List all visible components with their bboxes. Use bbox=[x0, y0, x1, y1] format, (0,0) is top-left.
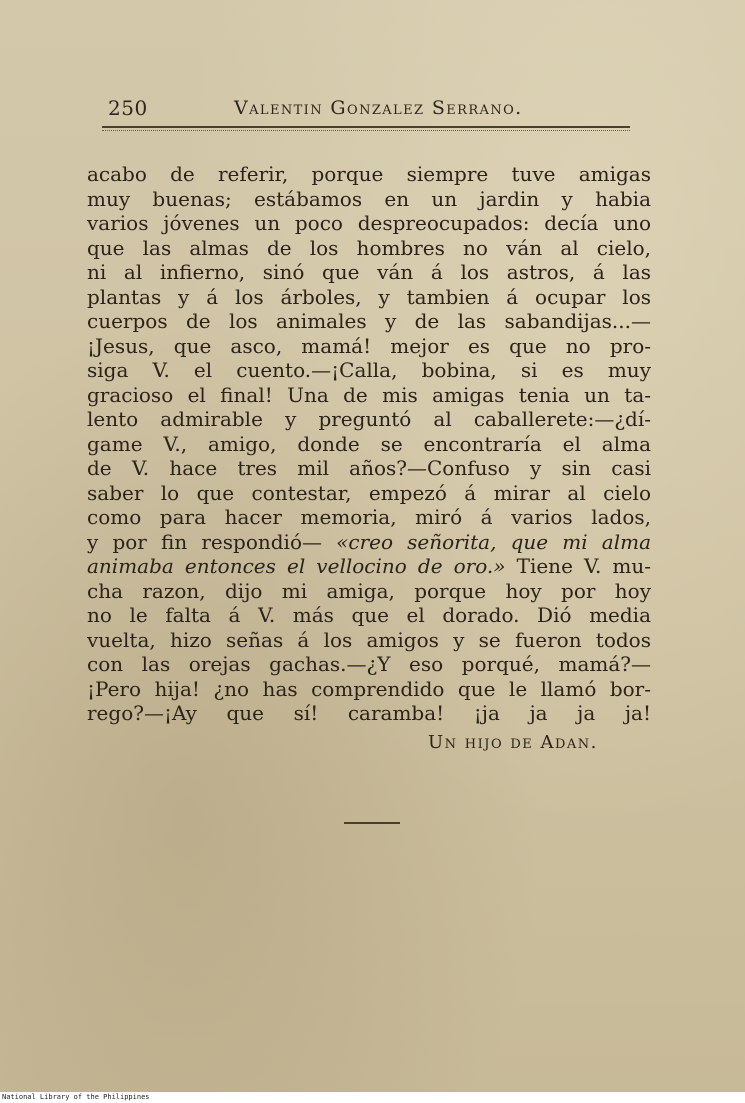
line-text: ¡Pero hija! ¿no has comprendido que le llamó bor- bbox=[87, 676, 651, 701]
text-line bbox=[87, 432, 651, 457]
line-text: game V., amigo, donde se encontraría el alma bbox=[87, 431, 651, 456]
text-line bbox=[87, 309, 651, 334]
text-line bbox=[87, 358, 651, 383]
text-line bbox=[87, 505, 651, 530]
line-text: rego?—¡Ay que sí! caramba! ¡ja ja ja ja! bbox=[87, 701, 651, 725]
text-line bbox=[87, 603, 651, 628]
line-text: que las almas de los hombres no ván al cielo, bbox=[87, 235, 651, 260]
header-rule bbox=[102, 126, 630, 131]
line-text: cuerpos de los animales y de las sabandijas...— bbox=[87, 309, 651, 333]
text-line bbox=[87, 579, 651, 604]
text-line bbox=[87, 530, 651, 555]
line-text: plantas y á los árboles, y tambien á ocupar los bbox=[87, 284, 651, 309]
text-line bbox=[87, 334, 651, 359]
line-text: no le falta á V. más que el dorado. Dió media bbox=[87, 603, 651, 627]
text-line bbox=[87, 211, 651, 236]
line-text: y por fin respondió— bbox=[87, 529, 337, 554]
line-text: vuelta, hizo señas á los amigos y se fueron todos bbox=[87, 627, 651, 652]
page-header bbox=[108, 96, 640, 126]
footer bbox=[0, 1092, 745, 1103]
quoted-reply: animaba entonces el vellocino de oro.» bbox=[87, 554, 506, 578]
text-line bbox=[87, 456, 651, 481]
text-line bbox=[87, 407, 651, 432]
running-head: Valentin Gonzalez Serrano. bbox=[234, 97, 523, 119]
line-text: lento admirable y preguntó al caballerete:—¿dí- bbox=[87, 407, 651, 431]
line-text-after: Tiene V. mu- bbox=[505, 554, 651, 578]
text-line bbox=[87, 554, 651, 579]
page-number: 250 bbox=[108, 96, 148, 120]
line-text: ¡Jesus, que asco, mamá! mejor es que no pro- bbox=[87, 333, 651, 358]
text-line bbox=[87, 677, 651, 702]
line-text: acabo de referir, porque siempre tuve amigas bbox=[87, 162, 651, 186]
line-text: con las orejas gachas.—¿Y eso porqué, mamá?— bbox=[87, 652, 651, 676]
text-line bbox=[87, 285, 651, 310]
text-line bbox=[87, 481, 651, 506]
text-line bbox=[87, 260, 651, 285]
text-line bbox=[87, 652, 651, 677]
line-text: cha razon, dijo mi amiga, porque hoy por hoy bbox=[87, 578, 651, 603]
text-line bbox=[87, 628, 651, 653]
body-text bbox=[87, 162, 651, 726]
end-rule bbox=[344, 822, 400, 824]
text-line bbox=[87, 236, 651, 261]
line-text: gracioso el final! Una de mis amigas tenia un ta- bbox=[87, 382, 651, 407]
line-text: muy buenas; estábamos en un jardin y habia bbox=[87, 186, 651, 211]
text-line bbox=[87, 187, 651, 212]
quoted-reply: «creo señorita, que mi alma bbox=[336, 529, 651, 554]
line-text: siga V. el cuento.—¡Calla, bobina, si es muy bbox=[87, 358, 651, 382]
text-line bbox=[87, 162, 651, 187]
author-signature: Un hijo de Adan. bbox=[428, 732, 598, 753]
line-text: varios jóvenes un poco despreocupados: decía uno bbox=[87, 211, 651, 235]
line-text: como para hacer memoria, miró á varios lados, bbox=[87, 505, 651, 529]
text-line bbox=[87, 383, 651, 408]
text-line bbox=[87, 701, 651, 726]
line-text: ni al infierno, sinó que ván á los astros, á las bbox=[87, 260, 651, 284]
library-credit: National Library of the Philippines bbox=[2, 1093, 150, 1101]
line-text: de V. hace tres mil años?—Confuso y sin casi bbox=[87, 456, 651, 480]
line-text: saber lo que contestar, empezó á mirar al cielo bbox=[87, 480, 651, 505]
